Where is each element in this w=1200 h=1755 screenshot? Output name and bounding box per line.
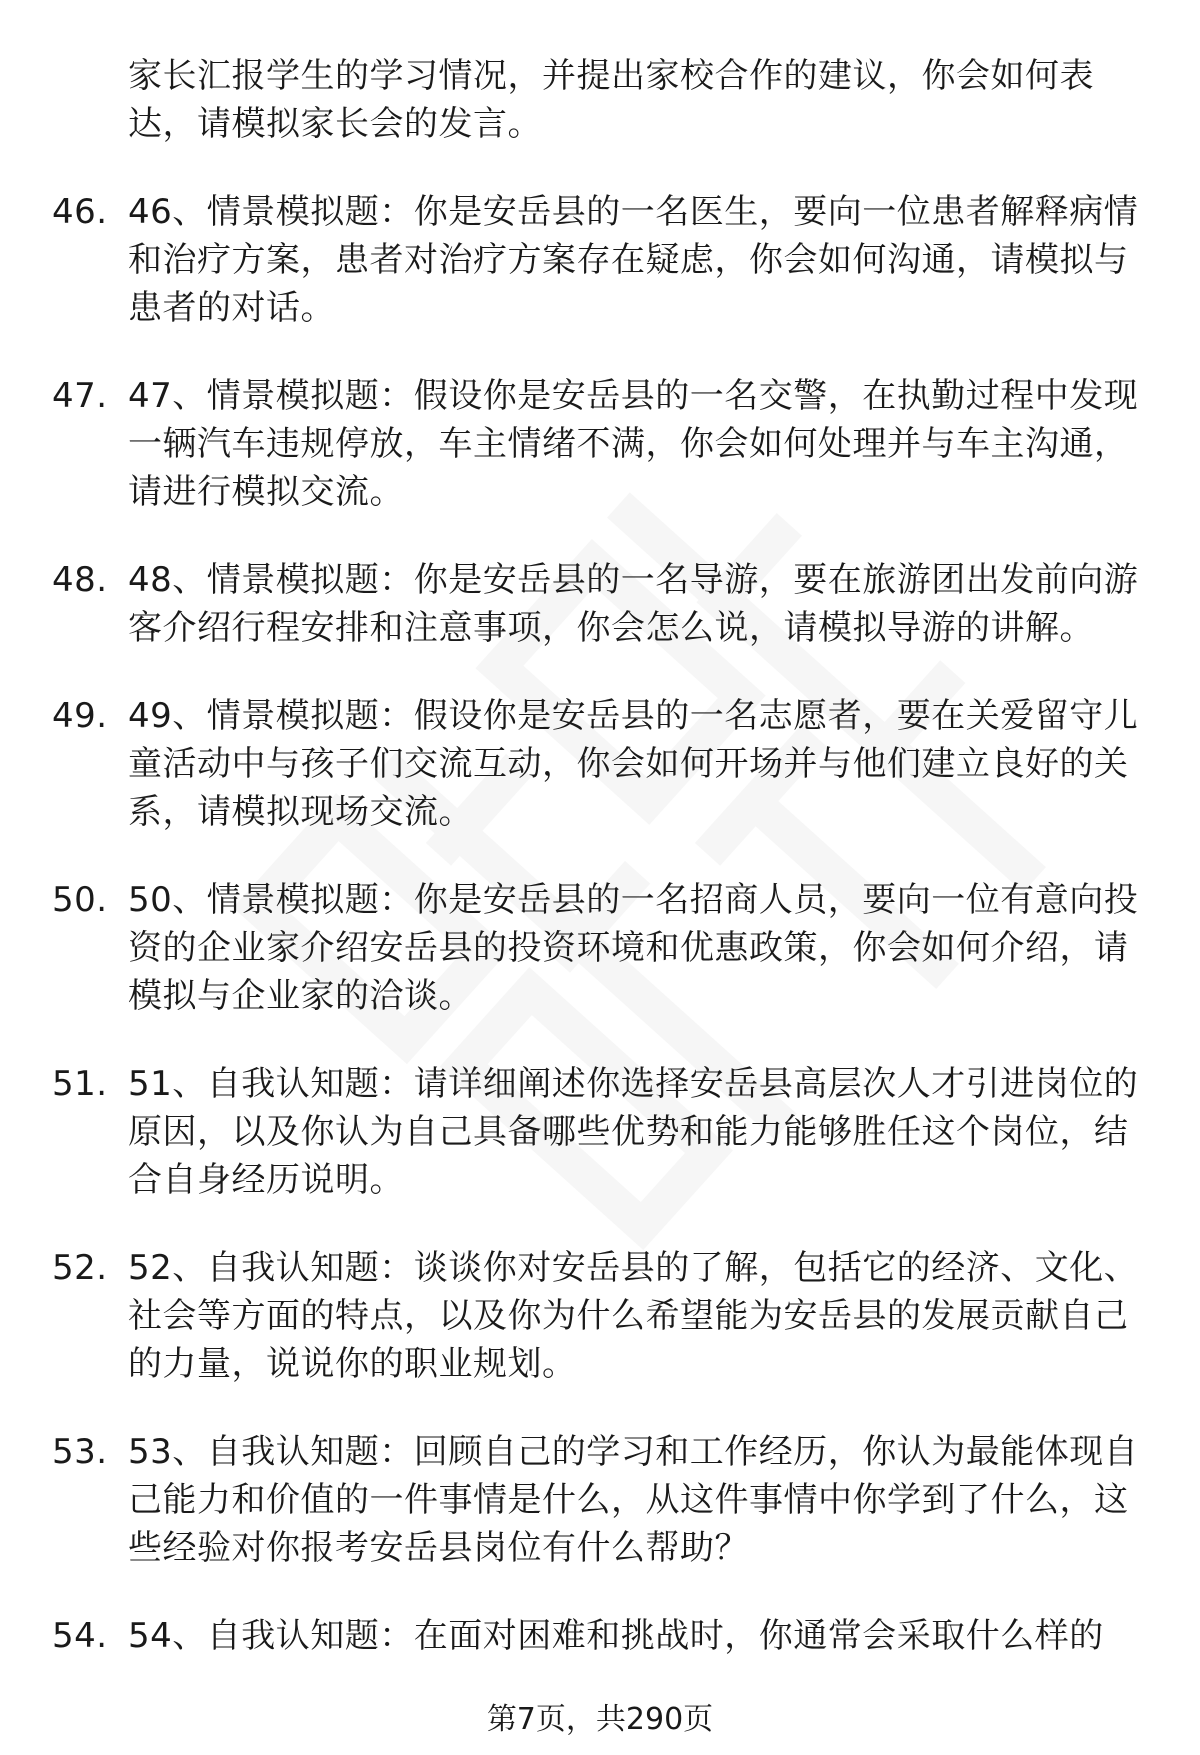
item-text: 48、情景模拟题：你是安岳县的一名导游，要在旅游团出发前向游客介绍行程安排和注意事项，你会怎么说，请模拟导游的讲解。 [128, 560, 1139, 648]
list-item [0, 1060, 1200, 1204]
item-number: 49. [52, 696, 108, 736]
item-number: 48. [52, 560, 108, 600]
item-number: 54. [52, 1616, 108, 1656]
list-item [0, 876, 1200, 1020]
page-footer: 第7页，共290页 [486, 1702, 714, 1737]
list-item [0, 556, 1200, 652]
continuation-text: 家长汇报学生的学习情况，并提出家校合作的建议，你会如何表达，请模拟家长会的发言。 [128, 56, 1094, 144]
item-text: 54、自我认知题：在面对困难和挑战时，你通常会采取什么样的 [128, 1616, 1104, 1656]
list-item [0, 692, 1200, 836]
item-text: 52、自我认知题：谈谈你对安岳县的了解，包括它的经济、文化、社会等方面的特点，以及你为什么希望能为安岳县的发展贡献自己的力量，说说你的职业规划。 [128, 1248, 1139, 1384]
item-text: 46、情景模拟题：你是安岳县的一名医生，要向一位患者解释病情和治疗方案，患者对治疗方案存在疑虑，你会如何沟通，请模拟与患者的对话。 [128, 192, 1139, 328]
question-list [0, 52, 1200, 1660]
item-number: 51. [52, 1064, 108, 1104]
item-text: 50、情景模拟题：你是安岳县的一名招商人员，要向一位有意向投资的企业家介绍安岳县的投资环境和优惠政策，你会如何介绍，请模拟与企业家的洽谈。 [128, 880, 1139, 1016]
item-text: 51、自我认知题：请详细阐述你选择安岳县高层次人才引进岗位的原因，以及你认为自己具备哪些优势和能力能够胜任这个岗位，结合自身经历说明。 [128, 1064, 1139, 1200]
item-number: 52. [52, 1248, 108, 1288]
list-item [0, 1612, 1200, 1660]
list-item [0, 372, 1200, 516]
item-number: 53. [52, 1432, 108, 1472]
item-number: 46. [52, 192, 108, 232]
item-text: 53、自我认知题：回顾自己的学习和工作经历，你认为最能体现自己能力和价值的一件事情是什么，从这件事情中你学到了什么，这些经验对你报考安岳县岗位有什么帮助？ [128, 1432, 1139, 1568]
item-text: 47、情景模拟题：假设你是安岳县的一名交警，在执勤过程中发现一辆汽车违规停放，车主情绪不满，你会如何处理并与车主沟通，请进行模拟交流。 [128, 376, 1139, 512]
item-number: 47. [52, 376, 108, 416]
list-item [0, 1428, 1200, 1572]
list-item [0, 188, 1200, 332]
list-item [0, 1244, 1200, 1388]
item-text: 49、情景模拟题：假设你是安岳县的一名志愿者，要在关爱留守儿童活动中与孩子们交流互动，你会如何开场并与他们建立良好的关系，请模拟现场交流。 [128, 696, 1139, 832]
item-number: 50. [52, 880, 108, 920]
